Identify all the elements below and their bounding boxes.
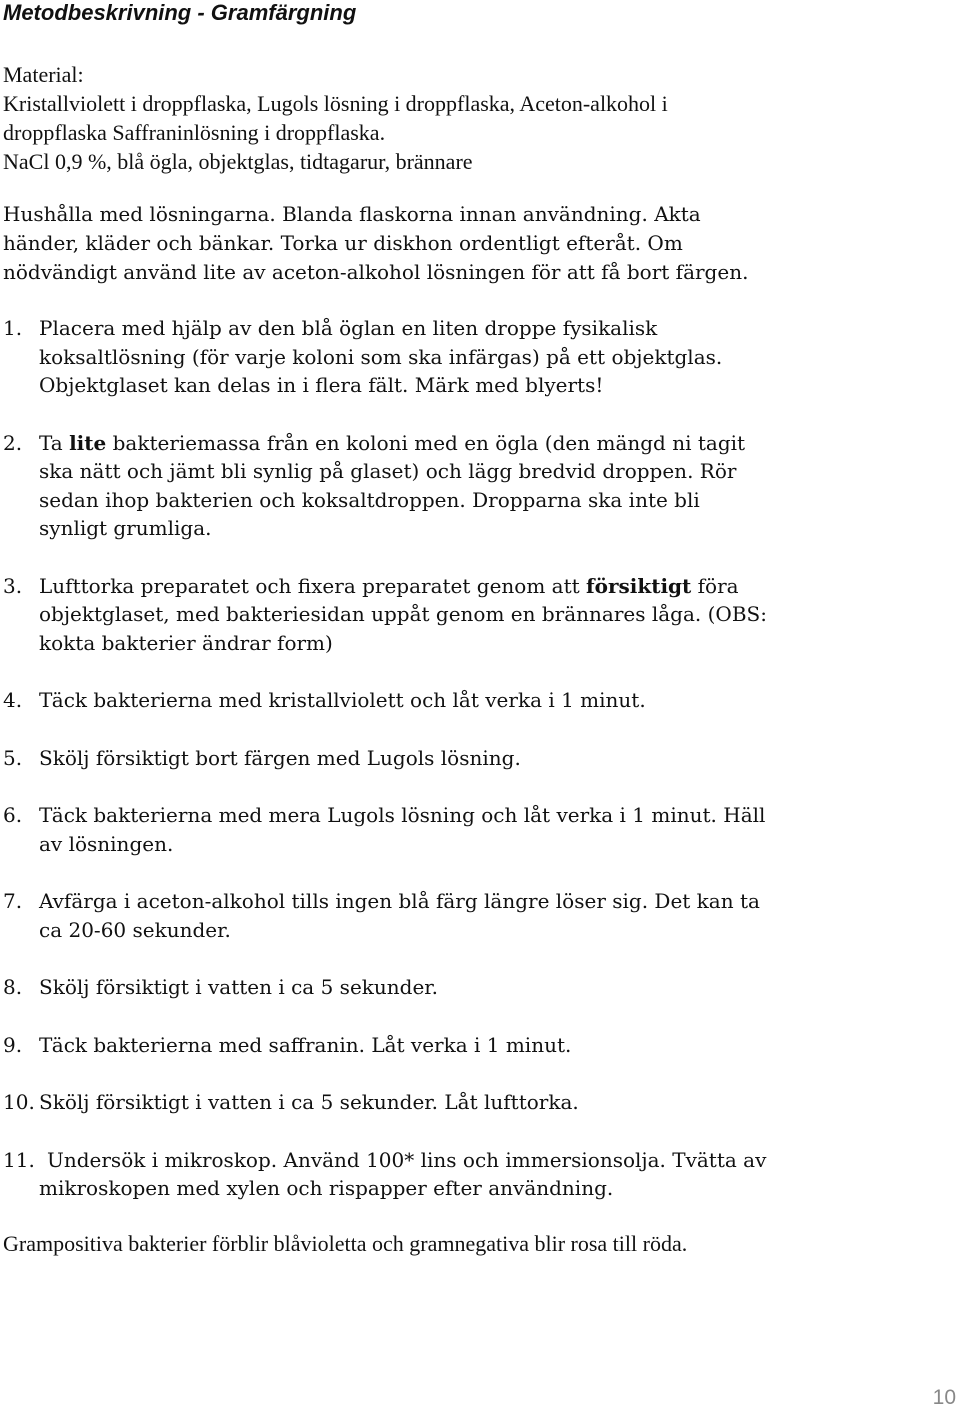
- step-number: 6.: [3, 803, 23, 827]
- step-line: av lösningen.: [39, 831, 174, 856]
- safety-line-2: händer, kläder och bänkar. Torka ur diskhon ordentligt efteråt. Om: [3, 231, 683, 255]
- step-line: Avfärga i aceton-alkohol tills ingen blå färg längre löser sig. Det kan ta: [39, 889, 760, 913]
- step-number: 11.: [3, 1147, 35, 1172]
- step-line: [47, 1146, 933, 1175]
- step-line: ska nätt och jämt bli synlig på glaset) och lägg bredvid droppen. Rör: [39, 459, 737, 483]
- step-number: 3.: [3, 573, 23, 598]
- step-item: [3, 801, 933, 858]
- safety-line-3: nödvändigt använd lite av aceton-alkohol lösningen för att få bort färgen.: [3, 260, 749, 284]
- page-number: 10: [932, 1386, 956, 1409]
- safety-line-1: Hushålla med lösningarna. Blanda flaskorna innan användning. Akta: [3, 202, 701, 226]
- step-text: föra: [691, 573, 739, 598]
- step-item: [3, 429, 933, 543]
- procedure-steps: [3, 314, 933, 1203]
- conclusion-text: Grampositiva bakterier förblir blåvioletta och gramnegativa blir rosa till röda.: [3, 1231, 688, 1256]
- step-line: Täck bakterierna med saffranin. Låt verka i 1 minut.: [39, 1032, 572, 1057]
- step-item: [3, 1088, 933, 1117]
- step-number: 4.: [3, 688, 23, 712]
- step-line: Täck bakterierna med mera Lugols lösning och låt verka i 1 minut. Häll: [39, 803, 766, 827]
- step-line: [39, 429, 933, 458]
- material-section: [3, 60, 668, 176]
- step-line: objektglaset, med bakteriesidan uppåt genom en brännares låga. (OBS:: [39, 602, 767, 626]
- step-item: [3, 887, 933, 944]
- step-item: [3, 1146, 933, 1203]
- step-line: Skölj försiktigt i vatten i ca 5 sekunder.: [39, 975, 439, 999]
- safety-section: [3, 200, 748, 287]
- step-item: [3, 686, 933, 715]
- step-line: ca 20-60 sekunder.: [39, 917, 231, 942]
- step-line: Placera med hjälp av den blå öglan en liten droppe fysikalisk: [39, 316, 658, 340]
- step-number: 8.: [3, 975, 23, 999]
- material-heading: Material:: [3, 62, 84, 87]
- step-line: sedan ihop bakterien och koksaltdroppen. Dropparna ska inte bli: [39, 487, 700, 512]
- material-line-1: Kristallviolett i droppflaska, Lugols lösning i droppflaska, Aceton-alkohol i: [3, 91, 668, 116]
- step-number: 2.: [3, 430, 23, 455]
- step-line: koksaltlösning (för varje koloni som ska infärgas) på ett objektglas.: [39, 344, 723, 369]
- page-title: Metodbeskrivning - Gramfärgning: [3, 0, 357, 25]
- step-line: Objektglaset kan delas in i flera fält. Märk med blyerts!: [39, 373, 604, 397]
- emphasis-text: lite: [69, 430, 107, 455]
- step-number: 5.: [3, 745, 23, 770]
- step-line: mikroskopen med xylen och rispapper efter användning.: [39, 1176, 614, 1200]
- step-item: [3, 973, 933, 1002]
- step-text: Ta: [39, 430, 70, 455]
- step-text: Undersök i mikroskop. Använd 100* lins och immersionsolja. Tvätta av: [47, 1147, 767, 1172]
- step-item: [3, 744, 933, 773]
- step-line: synligt grumliga.: [39, 516, 212, 540]
- step-line: [39, 572, 933, 601]
- step-text: Lufttorka preparatet och fixera preparatet genom att: [39, 573, 587, 598]
- step-number: 10.: [3, 1090, 35, 1114]
- step-text: bakteriemassa från en koloni med en ögla (den mängd ni tagit: [106, 430, 746, 455]
- material-line-3: NaCl 0,9 %, blå ögla, objektglas, tidtagarur, brännare: [3, 149, 473, 174]
- step-line: Täck bakterierna med kristallviolett och låt verka i 1 minut.: [39, 688, 646, 712]
- step-item: [3, 1031, 933, 1060]
- emphasis-text: försiktigt: [586, 573, 692, 598]
- step-line: Skölj försiktigt i vatten i ca 5 sekunder. Låt lufttorka.: [39, 1090, 579, 1114]
- step-item: [3, 572, 933, 658]
- step-line: kokta bakterier ändrar form): [39, 630, 333, 655]
- step-line: Skölj försiktigt bort färgen med Lugols lösning.: [39, 745, 521, 770]
- step-item: [3, 314, 933, 400]
- step-number: 7.: [3, 889, 23, 913]
- step-number: 9.: [3, 1032, 23, 1057]
- step-number: 1.: [3, 316, 23, 340]
- material-line-2: droppflaska Saffraninlösning i droppflaska.: [3, 120, 386, 145]
